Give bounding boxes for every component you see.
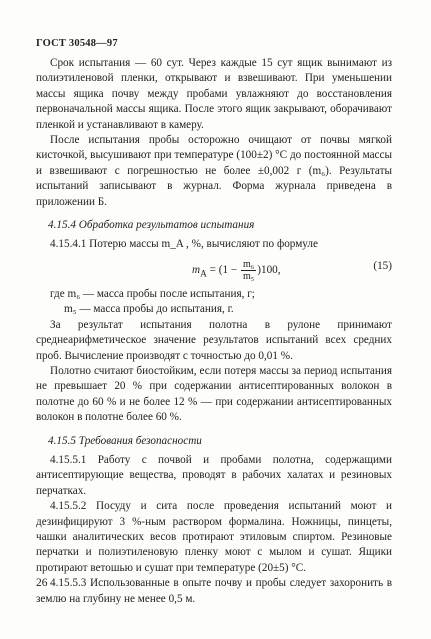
- paragraph-safety-3: 4.15.5.3 Использованные в опыте почву и пробы следует захоронить в землю на глубину не менее 0,5 м.: [36, 577, 392, 605]
- paragraph-test-duration: Срок испытания — 60 сут. Через каждые 15 сут ящик вынимают из полиэтиленовой пленки, открывают и взвешивают. При уменьшении массы ящика почву между пробами увлажняют до восстановления первоначальной массы ящика. После этого ящик закрывают, оборачивают пленкой и устанавливают в камеру.: [36, 57, 392, 131]
- paragraph-biostable: Полотно считают биостойким, если потеря массы за период испытания не превышает 20 % при содержании антисептированных волокон в полотне до 60 % и не более 12 % — при содержании антисептированных волокон в полотне более 60 %.: [36, 364, 392, 424]
- paragraph-after-test: После испытания пробы осторожно очищают от почвы мягкой кисточкой, высушивают при температуре (100±2) °С до постоянной массы и взвешивают с погрешностью не более ±0,002 г (m₆). Результаты испытаний записывают в журнал. Форма журнала приведена в приложении Б.: [36, 134, 392, 208]
- formula-lhs-sub: A: [200, 269, 207, 280]
- page-number: 26: [36, 577, 48, 589]
- legend-m6: [36, 287, 392, 302]
- section-title-results: 4.15.4 Обработка результатов испытания: [48, 219, 255, 232]
- formula-expression: [192, 259, 281, 283]
- section-title-safety: 4.15.5 Требования безопасности: [48, 434, 202, 447]
- document-header: ГОСТ 30548—97: [36, 38, 118, 49]
- paragraph-average: За результат испытания полотна в рулоне принимают среднеарифметическое значение результатов испытаний всех средних проб. Вычисление производят с точностью до 0,01 %.: [36, 318, 392, 362]
- formula-fraction: [241, 259, 256, 282]
- formula-eq: = (1 −: [206, 263, 240, 276]
- formula-number: (15): [373, 259, 392, 272]
- formula-denominator: m₅: [242, 270, 255, 282]
- formula-lhs: m: [192, 263, 201, 276]
- legend-m6-text: m₆ — масса пробы после испытания, г;: [67, 287, 255, 300]
- formula-tail: )100,: [257, 263, 281, 276]
- paragraph-mass-loss: 4.15.4.1 Потерю массы m_A , %, вычисляют по формуле: [50, 238, 318, 251]
- formula-15: [36, 255, 392, 283]
- formula-numerator: m₆: [242, 258, 255, 270]
- legend-m5: [36, 302, 392, 317]
- legend-m5-text: m₅ — масса пробы до испытания, г.: [64, 303, 234, 316]
- document-body: [36, 56, 392, 607]
- paragraph-safety-1: 4.15.5.1 Работу с почвой и пробами полотна, содержащими антисептирующие вещества, проводят в рабочих халатах и резиновых перчатках.: [36, 453, 392, 497]
- legend-prefix: где: [50, 287, 65, 300]
- paragraph-safety-2: 4.15.5.2 Посуду и сита после проведения испытаний моют и дезинфицируют 3 %-ным раствором формалина. Ножницы, пинцеты, чашки аналитических весов протирают этиловым спиртом. Резиновые перчатки и полиэтиленовую пленку моют с мылом и сушат. Ящики протирают ветошью и сушат при температуре (20±5) °С.: [36, 500, 392, 574]
